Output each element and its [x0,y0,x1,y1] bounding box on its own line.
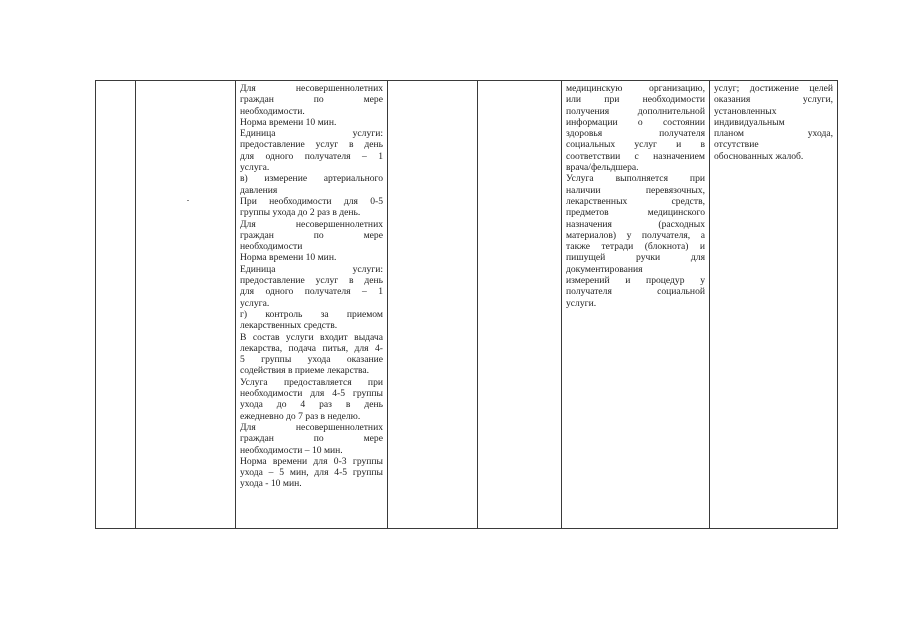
text-line: ежедневно до 7 раз в неделю. [240,410,361,422]
text-line: лекарства, подача питья, для 4- [240,342,383,354]
text-line: или при необходимости [566,94,705,106]
cell-number [96,81,136,529]
text-line: планом ухода, [714,128,833,140]
cell-service-price [478,81,562,529]
text-line: При необходимости для 0-5 [240,195,383,207]
text-line: наличии перевязочных, [566,184,705,196]
services-table [95,80,838,529]
text-line: обоснованных жалоб. [714,150,804,162]
text-line: услуга. [240,297,270,309]
text-line: врача/фельдшера. [566,162,639,174]
text-line: информации о состоянии [566,116,705,128]
text-line: Норма времени 10 мин. [240,116,337,128]
text-line: Единица услуги: [240,263,383,275]
text-line: оказания услуги, [714,94,833,106]
text-line: здоровья получателя [566,128,705,140]
text-line: услуга. [240,162,270,174]
text-line: содействия в приеме лекарства. [240,365,370,377]
text-line: соответствии с назначением [566,150,705,162]
text-line: необходимости. [240,105,305,117]
text-line: материалов) у получателя, а [566,229,705,241]
text-line: Норма времени 10 мин. [240,252,337,264]
text-line: г) контроль за приемом [240,308,383,320]
text-line: для одного получателя – 1 [240,286,383,298]
text-line: получения дополнительной [566,105,705,117]
text-line: лекарственных средств, [566,195,705,207]
cell-conditions [562,81,710,529]
text-line: В состав услуги входит выдача [240,331,383,343]
quality-indicators-text [710,81,837,162]
text-line: документирования [566,263,643,275]
text-line: для одного получателя – 1 [240,150,383,162]
text-line: предоставление услуг в день [240,275,383,287]
text-line: измерений и процедур у [566,275,705,287]
cell-service-rate [388,81,478,529]
text-line: в) измерение артериального [240,173,383,185]
text-line: назначения (расходных [566,218,705,230]
text-line: необходимости – 10 мин. [240,444,343,456]
text-line: Услуга предоставляется при [240,376,383,388]
text-line: услуги. [566,297,597,309]
text-line: пишущей ручки для [566,252,705,264]
text-line: Для несовершеннолетних [240,218,383,230]
conditions-text [562,81,709,309]
text-line: граждан по мере [240,433,383,445]
text-line: давления [240,184,278,196]
text-line: Норма времени для 0-3 группы [240,455,383,467]
text-line: отсутствие [714,139,759,151]
text-line: индивидуальным [714,116,785,128]
text-line: граждан по мере [240,94,383,106]
text-line: получателя социальной [566,286,705,298]
text-line: необходимости для 4-5 группы [240,388,383,400]
text-line: социальных услуг и в [566,139,705,151]
text-line: медицинскую организацию, [566,83,705,94]
table-row [96,81,838,529]
text-line: ухода - 10 мин. [240,478,302,490]
text-line: Единица услуги: [240,128,383,140]
text-line: также тетради (блокнота) и [566,241,705,253]
text-line: услуг; достижение целей [714,83,833,94]
text-line: лекарственных средств. [240,320,338,332]
cell-service-description [236,81,388,529]
cell-quality-indicators [710,81,838,529]
text-line: группы ухода до 2 раз в день. [240,207,361,219]
text-line: 5 группы ухода оказание [240,354,383,366]
text-line: Для несовершеннолетних [240,83,383,94]
text-line: предоставление услуг в день [240,139,383,151]
text-line: ухода – 5 мин, для 4-5 группы [240,467,383,479]
text-line: Для несовершеннолетних [240,421,383,433]
text-line: Услуга выполняется при [566,173,705,185]
service-description-text [236,81,387,490]
text-line: граждан по мере [240,229,383,241]
text-line: необходимости [240,241,303,253]
text-line: предметов медицинского [566,207,705,219]
cell-service-name [136,81,236,529]
text-line: установленных [714,105,777,117]
text-line: ухода до 4 раз в день [240,399,383,411]
